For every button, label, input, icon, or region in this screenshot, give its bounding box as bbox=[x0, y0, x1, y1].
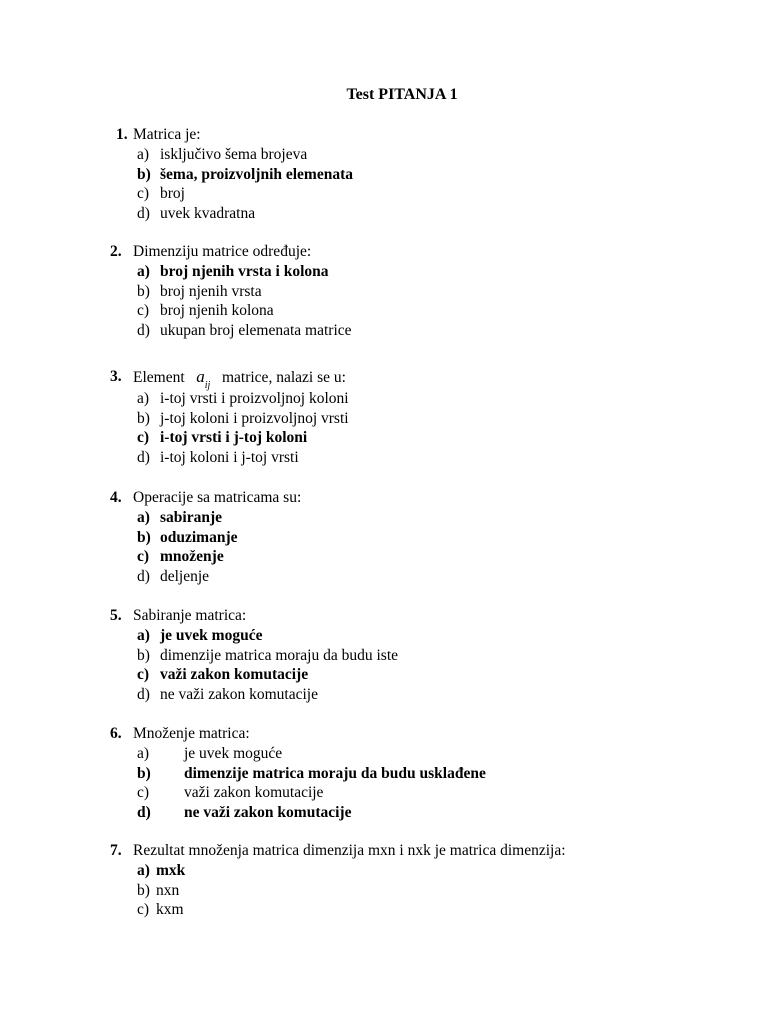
answer-label: c) bbox=[137, 302, 150, 320]
question-text: Matrica je: bbox=[133, 126, 201, 143]
answer-text: šema, proizvoljnih elemenata bbox=[160, 165, 354, 183]
answer-text: broj njenih kolona bbox=[160, 302, 274, 320]
question-text-after: matrice, nalazi se u: bbox=[221, 369, 346, 386]
answer-text: oduzimanje bbox=[160, 528, 238, 546]
question-2 bbox=[0, 242, 768, 340]
answer-label: a) bbox=[137, 745, 150, 762]
answer-label: a) bbox=[137, 509, 150, 526]
answer-7a bbox=[0, 861, 768, 881]
question-text: Operacije sa matricama su: bbox=[133, 489, 302, 506]
answer-label: d) bbox=[137, 803, 151, 821]
answer-text: broj njenih vrsta bbox=[160, 282, 262, 300]
question-number: 6. bbox=[110, 725, 122, 742]
matrix-element-subscript: ij bbox=[204, 380, 211, 392]
answer-text: sabiranje bbox=[160, 509, 222, 526]
answer-text: množenje bbox=[160, 548, 224, 566]
answer-5a bbox=[0, 626, 768, 646]
answer-text: isključivo šema brojeva bbox=[160, 146, 308, 163]
answer-7c bbox=[0, 900, 768, 920]
answer-text: dimenzije matrica moraju da budu usklađene bbox=[184, 764, 486, 782]
question-5 bbox=[0, 606, 768, 704]
answer-text: broj njenih vrsta i kolona bbox=[160, 263, 329, 280]
answer-label: d) bbox=[137, 321, 150, 339]
answer-label: b) bbox=[137, 764, 151, 782]
answer-1a bbox=[0, 145, 768, 165]
answer-label: d) bbox=[137, 685, 150, 703]
answer-label: b) bbox=[137, 528, 151, 546]
answer-text: i-toj vrsti i proizvoljnoj koloni bbox=[160, 390, 349, 407]
question-text: Dimenziju matrice određuje: bbox=[133, 243, 312, 260]
question-6 bbox=[0, 724, 768, 822]
question-number: 1. bbox=[116, 126, 128, 143]
answer-text: nxn bbox=[156, 881, 180, 899]
answer-text: kxm bbox=[156, 901, 184, 919]
answer-6a bbox=[0, 744, 768, 764]
answer-6c bbox=[0, 783, 768, 803]
answer-1d bbox=[0, 204, 768, 224]
answer-5d bbox=[0, 685, 768, 705]
question-number: 5. bbox=[110, 607, 122, 624]
answer-label: b) bbox=[137, 881, 150, 899]
answer-3c bbox=[0, 428, 768, 448]
question-text: Množenje matrica: bbox=[133, 725, 250, 742]
answer-label: d) bbox=[137, 204, 150, 222]
answer-2d bbox=[0, 321, 768, 341]
answer-text: broj bbox=[160, 185, 185, 203]
answer-3a bbox=[0, 389, 768, 409]
answer-3b bbox=[0, 409, 768, 429]
question-text-before: Element bbox=[133, 369, 185, 386]
question-number: 7. bbox=[110, 842, 122, 859]
question-number: 2. bbox=[110, 243, 122, 260]
question-number: 4. bbox=[110, 489, 122, 506]
answer-label: b) bbox=[137, 165, 151, 183]
answer-text: ne važi zakon komutacije bbox=[184, 803, 352, 821]
question-3 bbox=[0, 364, 768, 467]
answer-label: c) bbox=[137, 185, 150, 203]
answer-label: a) bbox=[137, 862, 150, 879]
answer-text: je uvek moguće bbox=[160, 627, 263, 644]
answer-3d bbox=[0, 448, 768, 468]
answer-text: važi zakon komutacije bbox=[160, 666, 309, 684]
answer-text: i-toj koloni i j-toj vrsti bbox=[160, 448, 299, 466]
answer-4d bbox=[0, 567, 768, 587]
answer-label: b) bbox=[137, 646, 150, 664]
answer-label: a) bbox=[137, 627, 150, 644]
answer-label: c) bbox=[137, 784, 150, 802]
answer-label: b) bbox=[137, 409, 150, 427]
answer-label: b) bbox=[137, 282, 150, 300]
question-4 bbox=[0, 488, 768, 586]
answer-2c bbox=[0, 301, 768, 321]
answer-1c bbox=[0, 184, 768, 204]
answer-text: ukupan broj elemenata matrice bbox=[160, 321, 352, 339]
answer-text: deljenje bbox=[160, 567, 210, 585]
answer-text: i-toj vrsti i j-toj koloni bbox=[160, 429, 308, 447]
answer-text: važi zakon komutacije bbox=[184, 784, 324, 802]
answer-2b bbox=[0, 282, 768, 302]
answer-label: c) bbox=[137, 666, 150, 684]
answer-2a bbox=[0, 262, 768, 282]
answer-text: uvek kvadratna bbox=[160, 204, 256, 222]
answer-6d bbox=[0, 803, 768, 823]
answer-text: ne važi zakon komutacije bbox=[160, 685, 318, 703]
answer-text: dimenzije matrica moraju da budu iste bbox=[160, 646, 399, 664]
answer-label: a) bbox=[137, 390, 150, 407]
answer-5c bbox=[0, 665, 768, 685]
matrix-element-symbol: $a_{ij}$ bbox=[196, 367, 211, 392]
answer-4b bbox=[0, 528, 768, 548]
answer-label: d) bbox=[137, 448, 150, 466]
question-number: 3. bbox=[110, 368, 122, 385]
answer-text: mxk bbox=[156, 862, 186, 879]
page-title: Test PITANJA 1 bbox=[346, 86, 458, 103]
answer-label: d) bbox=[137, 567, 150, 585]
answer-5b bbox=[0, 646, 768, 666]
answer-6b bbox=[0, 764, 768, 784]
answer-label: c) bbox=[137, 548, 150, 566]
answer-label: c) bbox=[137, 901, 150, 919]
answer-4c bbox=[0, 547, 768, 567]
question-7 bbox=[0, 841, 768, 920]
answer-text: j-toj koloni i proizvoljnoj vrsti bbox=[160, 409, 349, 427]
question-1 bbox=[0, 125, 768, 223]
question-text: Sabiranje matrica: bbox=[133, 607, 247, 624]
answer-label: a) bbox=[137, 263, 150, 280]
question-text: Rezultat množenja matrica dimenzija mxn i nxk je matrica dimenzija: bbox=[133, 842, 566, 859]
answer-1b bbox=[0, 165, 768, 185]
answer-text: je uvek moguće bbox=[184, 745, 283, 762]
answer-4a bbox=[0, 508, 768, 528]
answer-label: c) bbox=[137, 429, 150, 447]
answer-7b bbox=[0, 881, 768, 901]
answer-label: a) bbox=[137, 146, 150, 163]
